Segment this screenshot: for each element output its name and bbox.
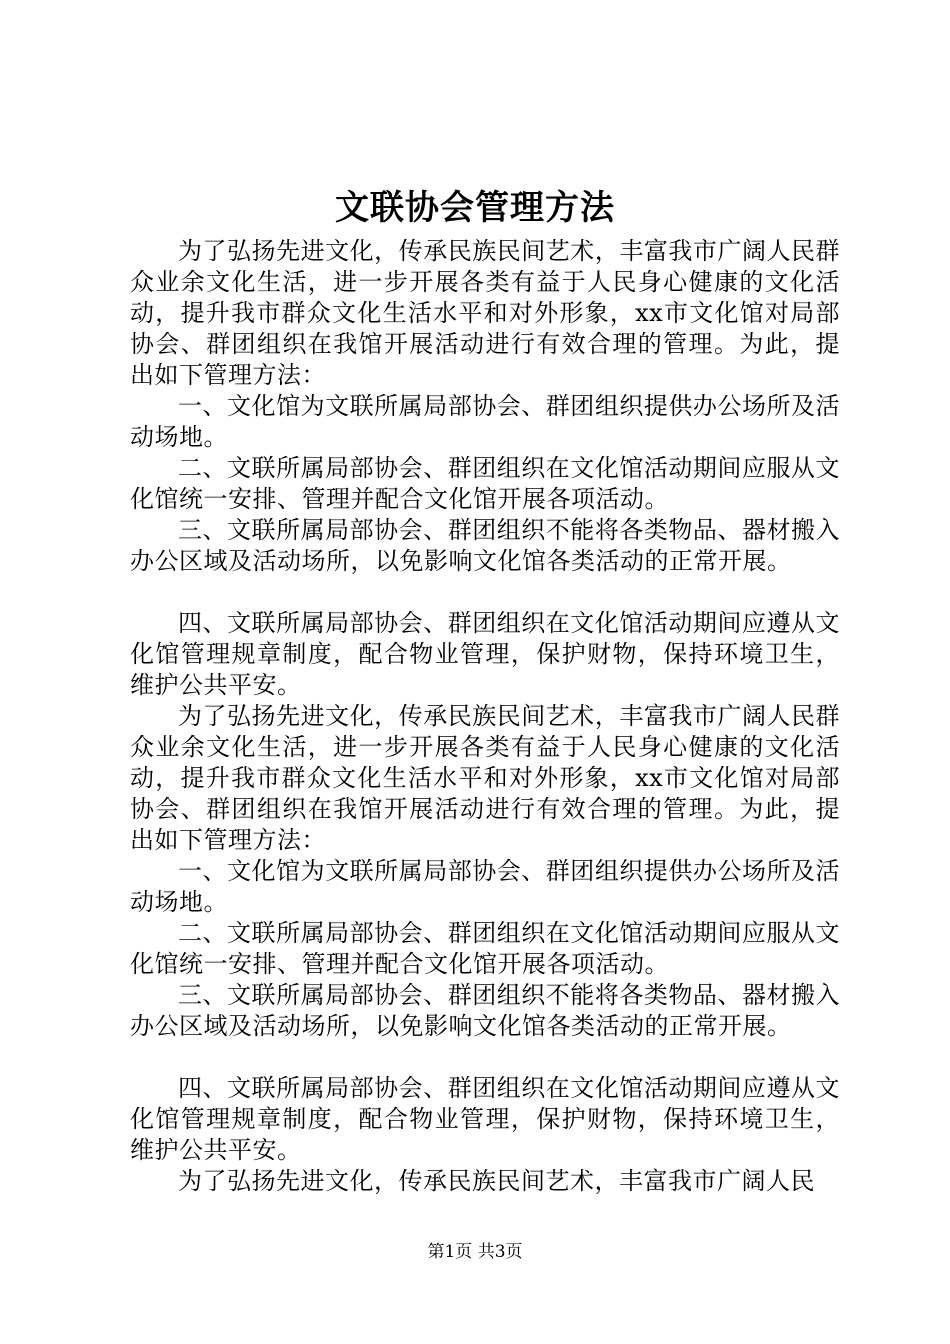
page-footer: 第1页 共3页 [427, 1242, 523, 1262]
paragraph-intro-partial: 为了弘扬先进文化，传承民族民间艺术，丰富我市广阔人民 [178, 1167, 815, 1195]
paragraph-item-3-repeat: 三、文联所属局部协会、群团组织不能将各类物品、器材搬入办公区域及活动场所，以免影响文化馆各类活动的正常开展。 [130, 981, 840, 1040]
paragraph-item-4-repeat: 四、文联所属局部协会、群团组织在文化馆活动期间应遵从文化馆管理规章制度，配合物业管理，保护财物，保持环境卫生，维护公共平安。 [130, 1074, 840, 1164]
paragraph-item-2-repeat: 二、文联所属局部协会、群团组织在文化馆活动期间应服从文化馆统一安排、管理并配合文化馆开展各项活动。 [130, 919, 840, 978]
paragraph-item-2: 二、文联所属局部协会、群团组织在文化馆活动期间应服从文化馆统一安排、管理并配合文化馆开展各项活动。 [130, 454, 840, 513]
paragraph-item-4: 四、文联所属局部协会、群团组织在文化馆活动期间应遵从文化馆管理规章制度，配合物业管理，保护财物，保持环境卫生，维护公共平安。 [130, 609, 840, 699]
paragraph-item-1-repeat: 一、文化馆为文联所属局部协会、群团组织提供办公场所及活动场地。 [130, 857, 840, 916]
paragraph-item-1: 一、文化馆为文联所属局部协会、群团组织提供办公场所及活动场地。 [130, 392, 840, 451]
paragraph-item-3: 三、文联所属局部协会、群团组织不能将各类物品、器材搬入办公区域及活动场所，以免影响文化馆各类活动的正常开展。 [130, 516, 840, 575]
paragraph-intro: 为了弘扬先进文化，传承民族民间艺术，丰富我市广阔人民群众业余文化生活，进一步开展各类有益于人民身心健康的文化活动，提升我市群众文化生活水平和对外形象，xx市文化馆对局部协会、群团组织在我馆开展活动进行有效合理的管理。为此，提出如下管理方法： [130, 237, 840, 389]
paragraph-intro-repeat: 为了弘扬先进文化，传承民族民间艺术，丰富我市广阔人民群众业余文化生活，进一步开展各类有益于人民身心健康的文化活动，提升我市群众文化生活水平和对外形象，xx市文化馆对局部协会、群团组织在我馆开展活动进行有效合理的管理。为此，提出如下管理方法： [130, 702, 840, 854]
document-body [130, 236, 840, 1197]
document-title: 文联协会管理方法 [335, 188, 615, 228]
